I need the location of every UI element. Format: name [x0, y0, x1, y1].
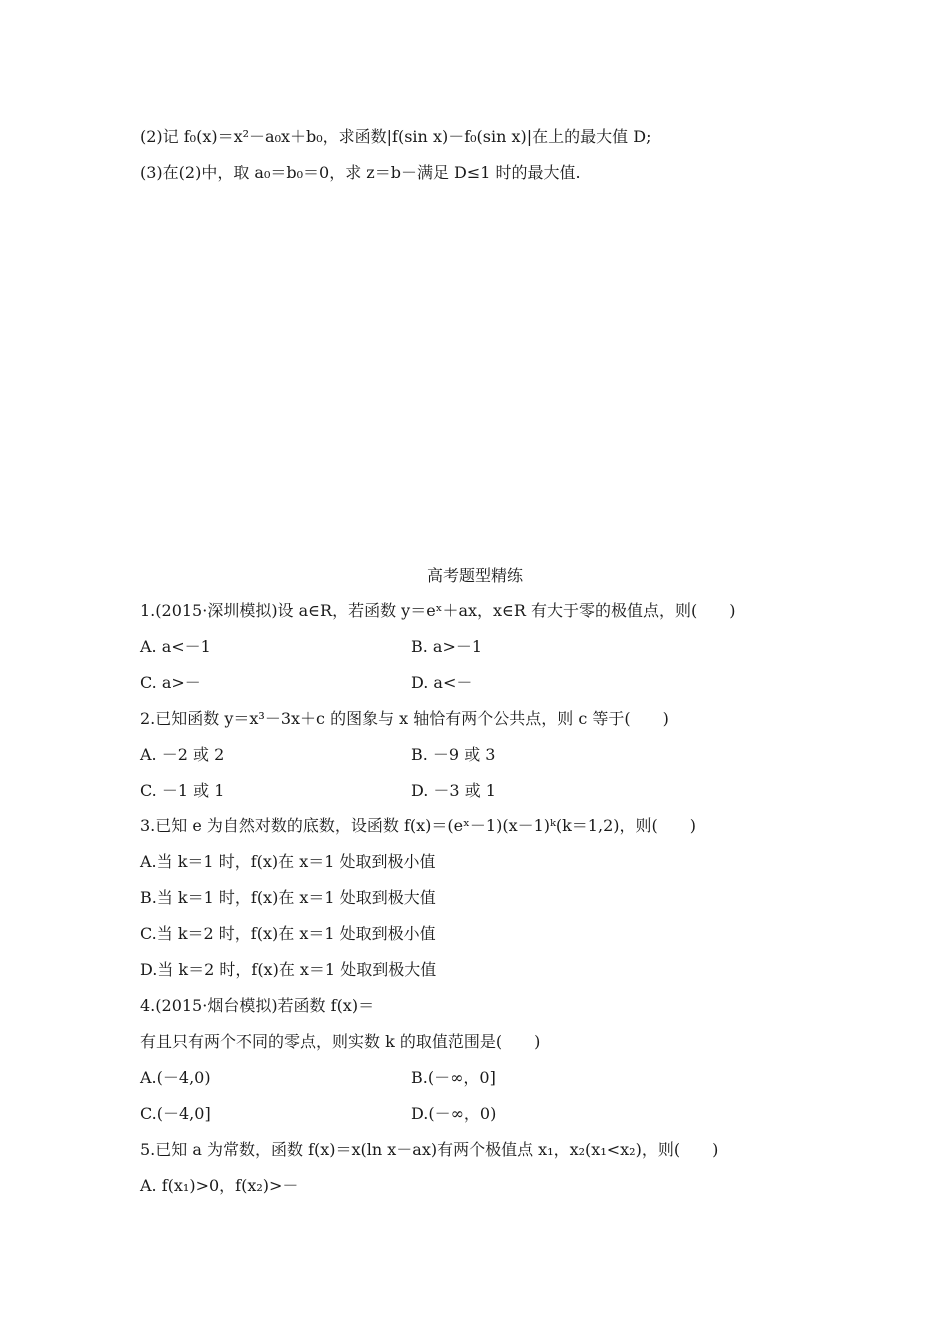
question-4-option-c: C.(－4,0]: [140, 1104, 211, 1123]
question-4-option-b: B.(－∞，0]: [411, 1068, 496, 1087]
question-2-stem: 2.已知函数 y＝x³－3x＋c 的图象与 x 轴恰有两个公共点，则 c 等于( ): [140, 709, 669, 728]
section-title: 高考题型精练: [426, 566, 523, 585]
question-2-option-a: A. －2 或 2: [140, 745, 225, 764]
question-1-stem: 1.(2015·深圳模拟)设 a∈R，若函数 y＝eˣ＋ax，x∈R 有大于零的极值点，则( ): [140, 601, 736, 620]
question-2-option-d: D. －3 或 1: [411, 781, 496, 800]
question-5-stem: 5.已知 a 为常数，函数 f(x)＝x(ln x－ax)有两个极值点 x₁，x₂(x₁<x₂)，则( ): [140, 1140, 719, 1159]
question-3-stem: 3.已知 e 为自然对数的底数，设函数 f(x)＝(eˣ－1)(x－1)ᵏ(k＝1,2)，则( ): [140, 816, 696, 835]
question-4-stem-continued: 有且只有两个不同的零点，则实数 k 的取值范围是( ): [140, 1032, 541, 1051]
question-2-option-c: C. －1 或 1: [140, 781, 225, 800]
question-1-option-c: C. a>－: [140, 673, 201, 692]
question-4-option-d: D.(－∞，0): [411, 1104, 497, 1123]
question-1-option-a: A. a<－1: [140, 637, 211, 656]
question-4-stem: 4.(2015·烟台模拟)若函数 f(x)＝: [140, 996, 375, 1015]
problem-part-2: (2)记 f₀(x)＝x²－a₀x＋b₀，求函数|f(sin x)－f₀(sin x)|在上的最大值 D;: [140, 127, 652, 146]
question-2-option-b: B. －9 或 3: [411, 745, 496, 764]
question-1-option-b: B. a>－1: [411, 637, 483, 656]
question-3-option-a: A.当 k＝1 时，f(x)在 x＝1 处取到极小值: [140, 852, 436, 871]
question-1-option-d: D. a<－: [411, 673, 473, 692]
question-3-option-b: B.当 k＝1 时，f(x)在 x＝1 处取到极大值: [140, 888, 436, 907]
question-3-option-c: C.当 k＝2 时，f(x)在 x＝1 处取到极小值: [140, 924, 436, 943]
problem-part-3: (3)在(2)中，取 a₀＝b₀＝0，求 z＝b－满足 D≤1 时的最大值.: [140, 163, 581, 182]
question-3-option-d: D.当 k＝2 时，f(x)在 x＝1 处取到极大值: [140, 960, 437, 979]
question-5-option-a: A. f(x₁)>0，f(x₂)>－: [140, 1176, 299, 1195]
question-4-option-a: A.(－4,0): [140, 1068, 211, 1087]
